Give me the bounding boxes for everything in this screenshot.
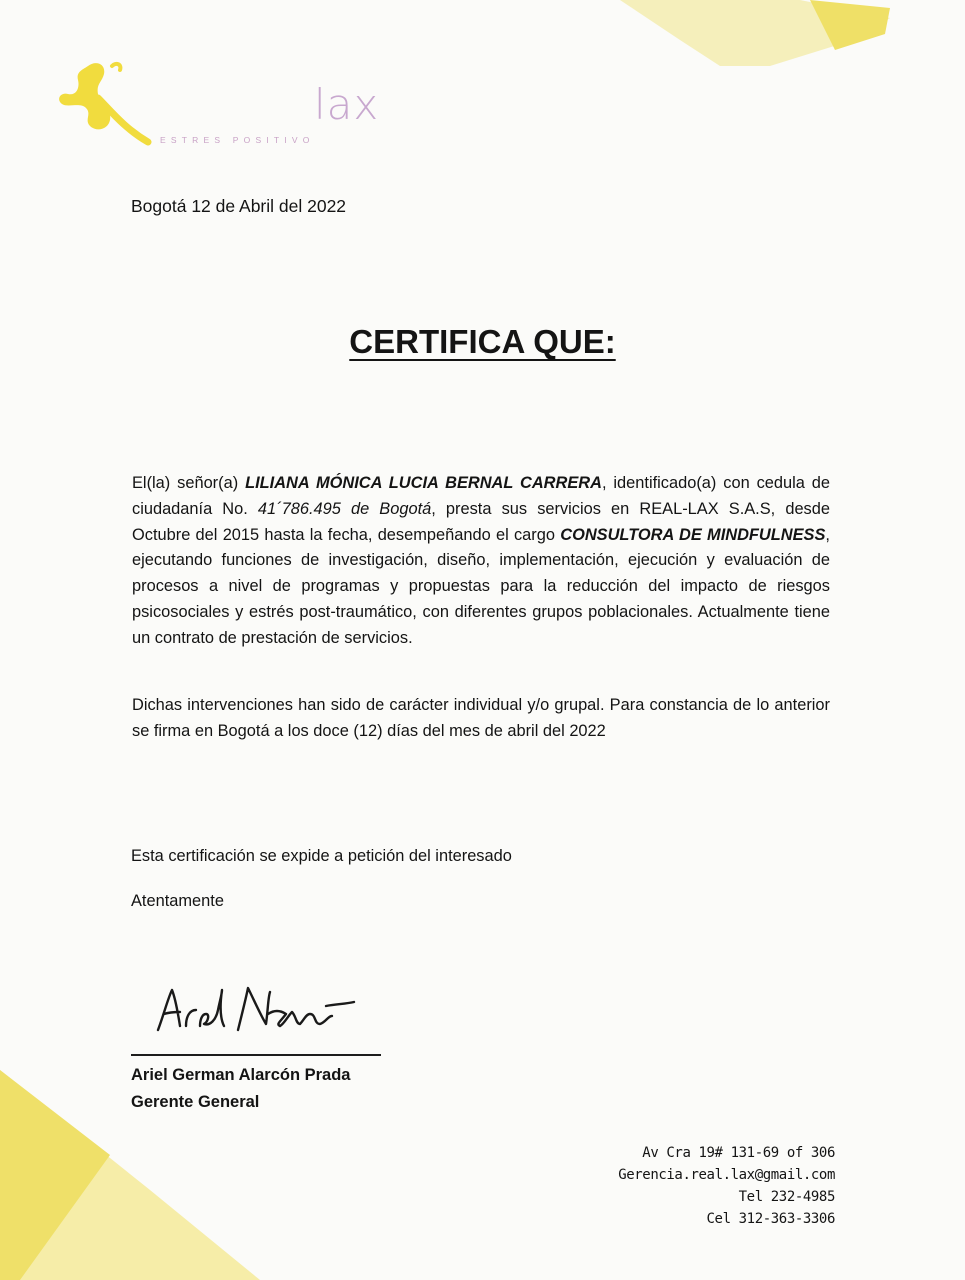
signer-name: Ariel German Alarcón Prada [131,1066,351,1084]
contact-email: Gerencia.real.lax@gmail.com [618,1167,835,1183]
logo-wordmark: lax [314,80,380,129]
regards: Atentamente [131,892,224,910]
certificate-heading [0,323,965,361]
person-name: LILIANA MÓNICA LUCIA BERNAL CARRERA [245,474,602,492]
logo-tagline: ESTRES POSITIVO [160,135,315,145]
signer-title: Gerente General [131,1093,260,1111]
logo-mark-icon [52,58,162,158]
signature-line [131,1054,381,1056]
company-logo [52,58,380,158]
contact-block [618,1142,835,1227]
intro-text: El(la) señor(a) [132,474,246,492]
decorative-yellow-band-top [620,0,920,70]
duties-text: , ejecutando funciones de investigación, diseño, implementación, ejecución y evaluación de procesos a nivel de programas y propuestas para la reducción del impacto de riesgos psicosociales y estrés post-traumático, con diferentes grupos poblacionales. Actualmente tiene un contrato de prestación de servicios. [132,525,830,647]
id-number: 41´786.495 de Bogotá [257,499,432,518]
handwritten-signature [150,980,360,1040]
contact-cell: Cel 312-363-3306 [706,1211,835,1227]
letter-date: Bogotá 12 de Abril del 2022 [131,196,347,216]
role-title: CONSULTORA DE MINDFULNESS [560,525,826,544]
certificate-paragraph-1 [132,471,830,652]
closing-statement: Esta certificación se expide a petición del interesado [131,847,512,865]
contact-address: Av Cra 19# 131-69 of 306 [642,1145,835,1161]
certificate-paragraph-2: Dichas intervenciones han sido de carácter individual y/o grupal. Para constancia de lo anterior se firma en Bogotá a los doce (12) días del mes de abril del 2022 [132,696,830,740]
id-intro-text: , identificado(a) con cedula de ciudadanía No. [132,474,831,518]
service-text: , presta sus servicios en REAL-LAX S.A.S, desde Octubre del 2015 hasta la fecha, desempeñando el cargo [132,499,830,544]
heading-text: CERTIFICA QUE: [349,323,616,360]
contact-phone: Tel 232-4985 [738,1189,835,1205]
